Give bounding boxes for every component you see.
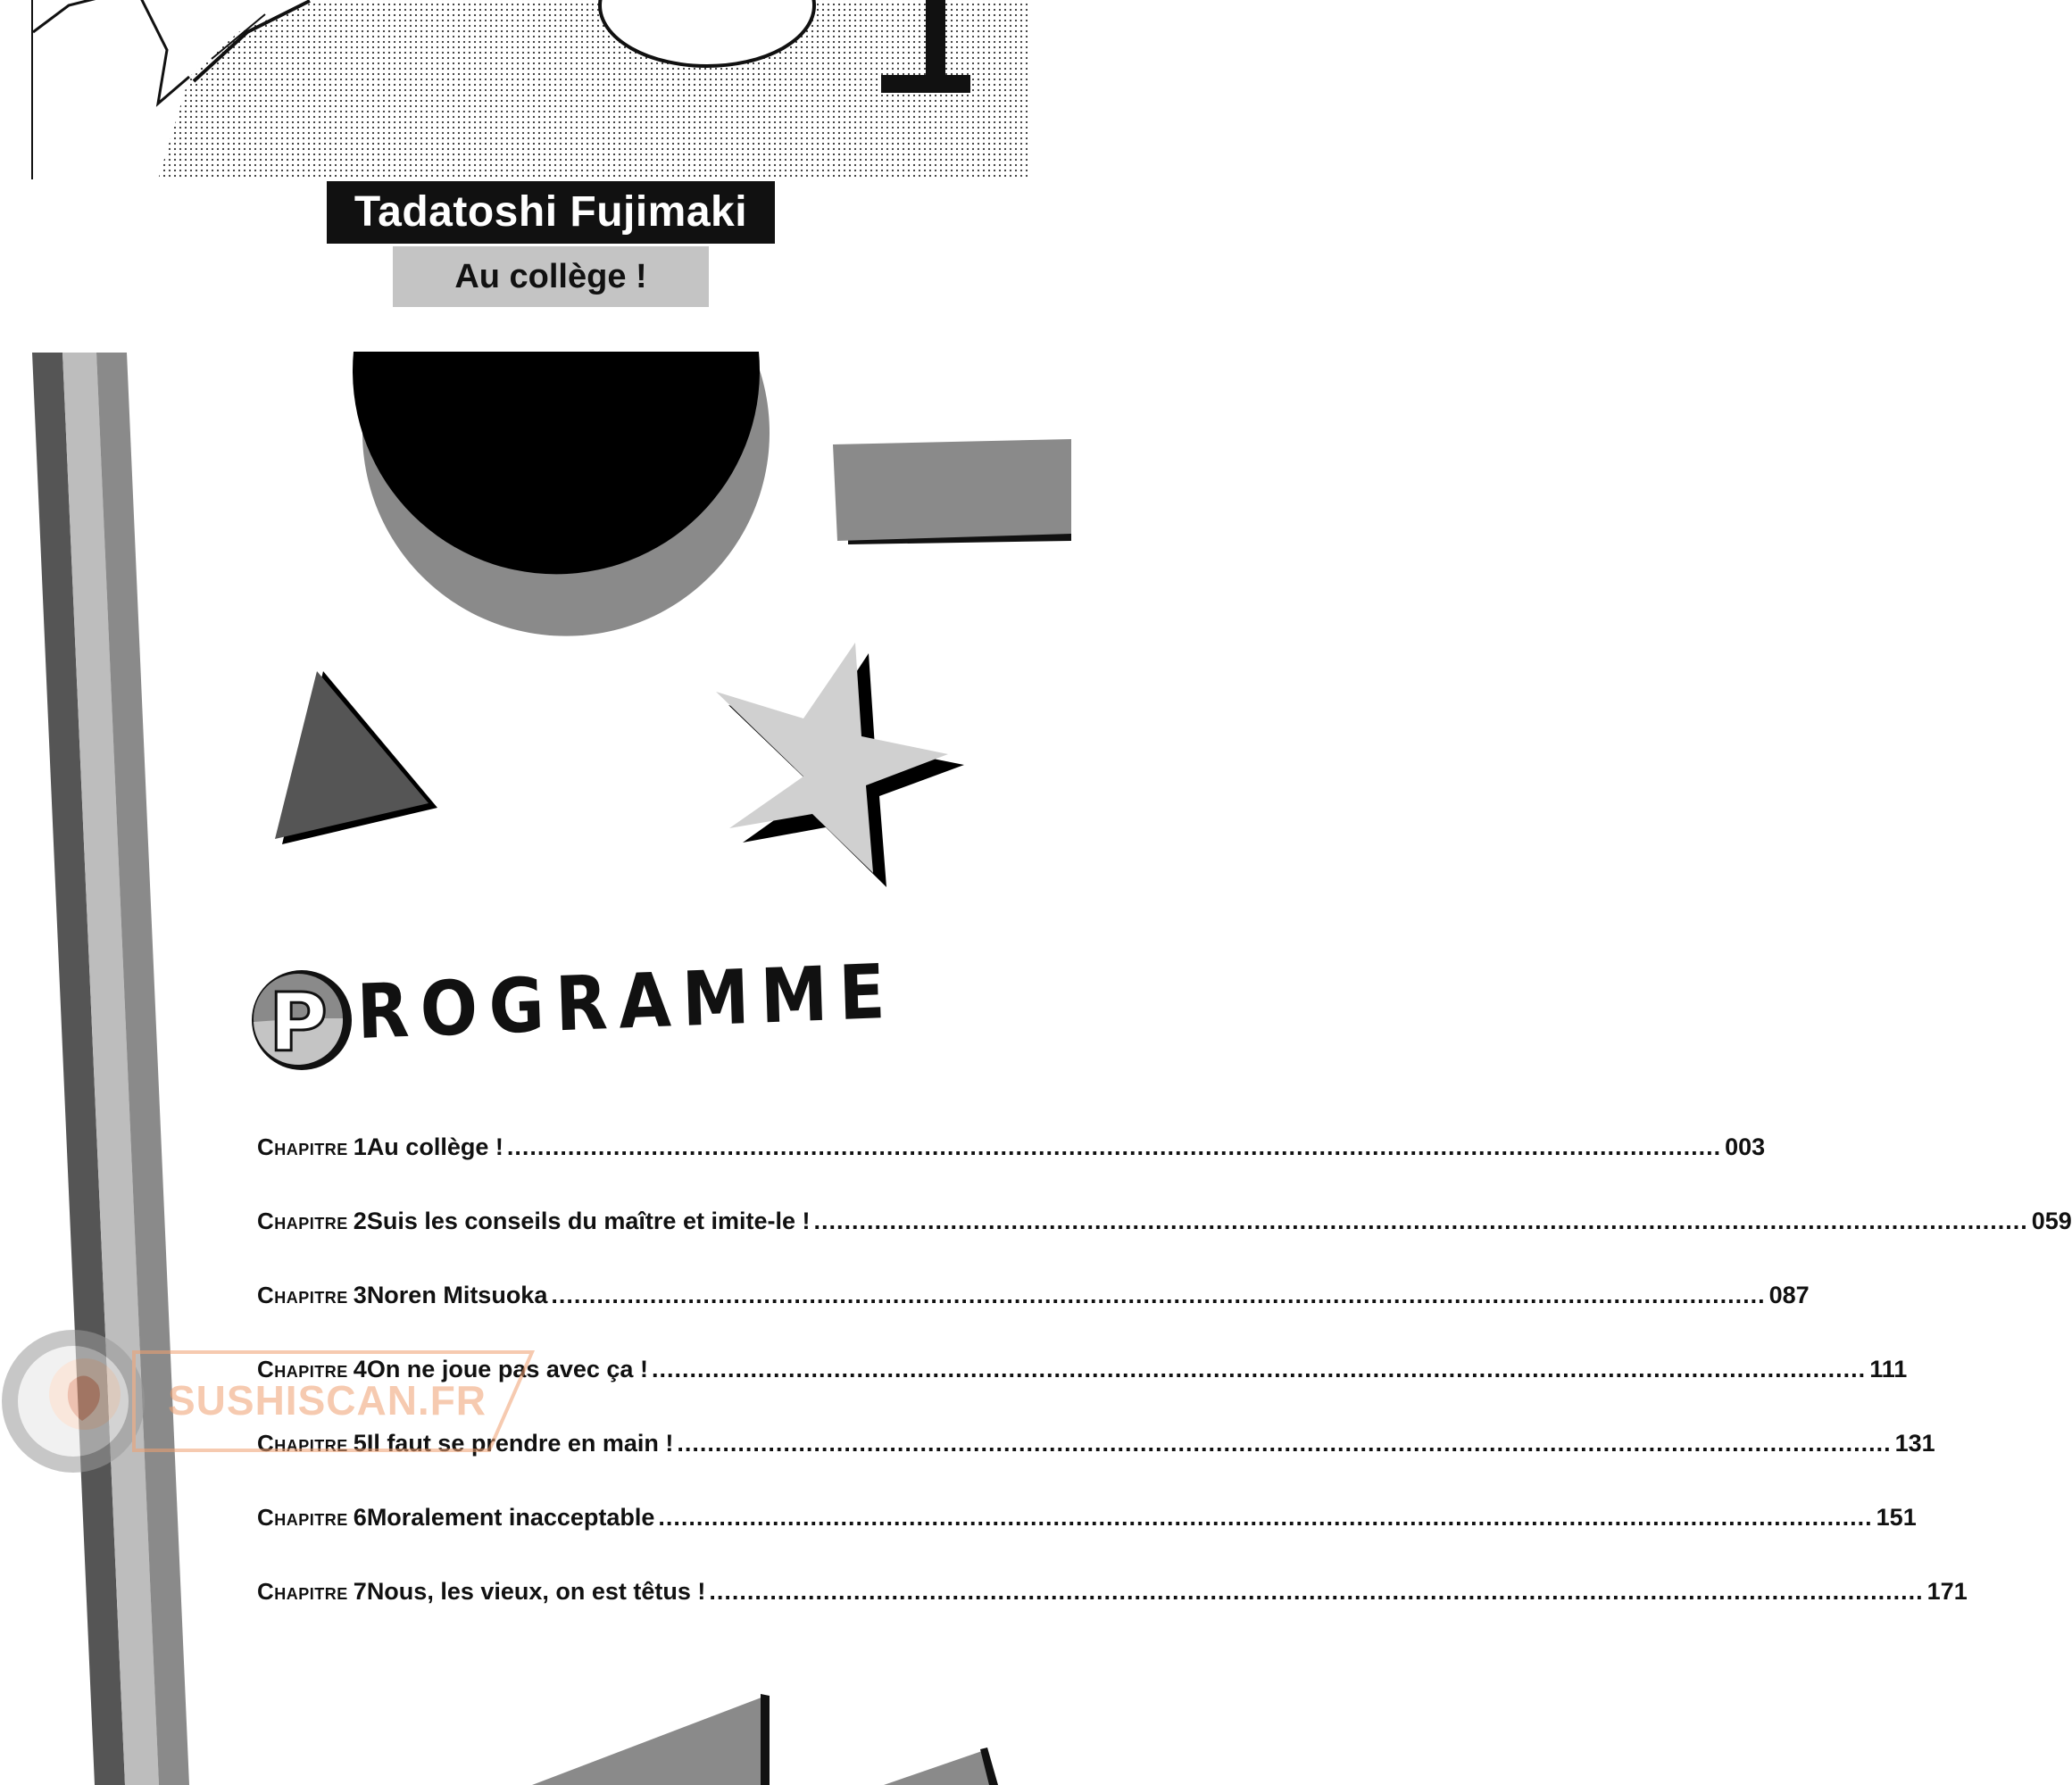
chapter-title: Noren Mitsuoka <box>366 1282 548 1308</box>
chapter-word: Chapitre <box>257 1133 348 1160</box>
programme-heading <box>250 947 898 1084</box>
chapter-page: 003 <box>1725 1133 1766 1160</box>
leader-dots <box>709 1578 1923 1606</box>
chapter-word: Chapitre <box>257 1282 348 1308</box>
chapter-title: On ne joue pas avec ça ! <box>366 1356 648 1382</box>
chapter-number: 6 <box>353 1504 367 1531</box>
chapter-number: 3 <box>353 1282 367 1308</box>
author-name: Tadatoshi Fujimaki <box>327 181 775 244</box>
chapter-word: Chapitre <box>257 1356 348 1382</box>
chapter-label <box>257 1282 367 1309</box>
watermark <box>0 1321 536 1482</box>
chapter-label <box>257 1208 367 1235</box>
p-badge-letter: P <box>269 976 328 1070</box>
bottom-triangle-shape <box>532 1694 770 1785</box>
chapter-label <box>257 1504 367 1532</box>
black-circle-shape <box>353 352 770 636</box>
chapter-word: Chapitre <box>257 1578 348 1605</box>
panel-artwork <box>33 0 1028 179</box>
gray-rectangle-shape <box>833 439 1071 544</box>
chapter-number: 2 <box>353 1208 367 1234</box>
triangle-shape <box>275 671 437 844</box>
leader-dots <box>652 1356 1866 1383</box>
bottom-right-shape <box>884 1748 998 1785</box>
manga-panel-illustration <box>31 0 1026 179</box>
chapter-title: Il faut se prendre en main ! <box>366 1430 674 1457</box>
chapter-title: Suis les conseils du maître et imite-le ! <box>366 1208 811 1234</box>
toc-entry-6[interactable] <box>257 1504 1917 1578</box>
leader-dots <box>507 1133 1721 1161</box>
chapter-label <box>257 1133 367 1161</box>
leader-dots <box>551 1282 1765 1309</box>
chapter-page: 059 <box>2031 1208 2072 1234</box>
chapter-page: 131 <box>1894 1430 1935 1457</box>
chapter-word: Chapitre <box>257 1430 348 1457</box>
chapter-title: Au collège ! <box>366 1133 503 1160</box>
toc-entry-7[interactable] <box>257 1578 1968 1652</box>
chapter-number: 7 <box>353 1578 367 1605</box>
programme-heading-text: ROGRAMME <box>355 947 898 1056</box>
watermark-text: SUSHISCAN.FR <box>168 1377 487 1424</box>
toc-entry-2[interactable] <box>257 1208 2072 1282</box>
chapter-title: Nous, les vieux, on est têtus ! <box>366 1578 706 1605</box>
chapter-number: 5 <box>353 1430 367 1457</box>
chapter-number: 4 <box>353 1356 367 1382</box>
chapter-label <box>257 1578 367 1606</box>
chapter-page: 111 <box>1869 1356 1908 1382</box>
chapter-word: Chapitre <box>257 1504 348 1531</box>
volume-title: Au collège ! <box>393 246 709 307</box>
toc-entry-1[interactable] <box>257 1133 1766 1208</box>
chapter-number: 1 <box>353 1133 367 1160</box>
chapter-page: 087 <box>1768 1282 1810 1308</box>
p-badge-icon <box>250 968 354 1072</box>
leader-dots <box>813 1208 2027 1235</box>
chapter-page: 171 <box>1926 1578 1968 1605</box>
chapter-page: 151 <box>1876 1504 1917 1531</box>
star-shape <box>716 643 964 887</box>
chapter-word: Chapitre <box>257 1208 348 1234</box>
leader-dots <box>658 1504 1872 1532</box>
leader-dots <box>677 1430 1891 1457</box>
chapter-title: Moralement inacceptable <box>366 1504 655 1531</box>
